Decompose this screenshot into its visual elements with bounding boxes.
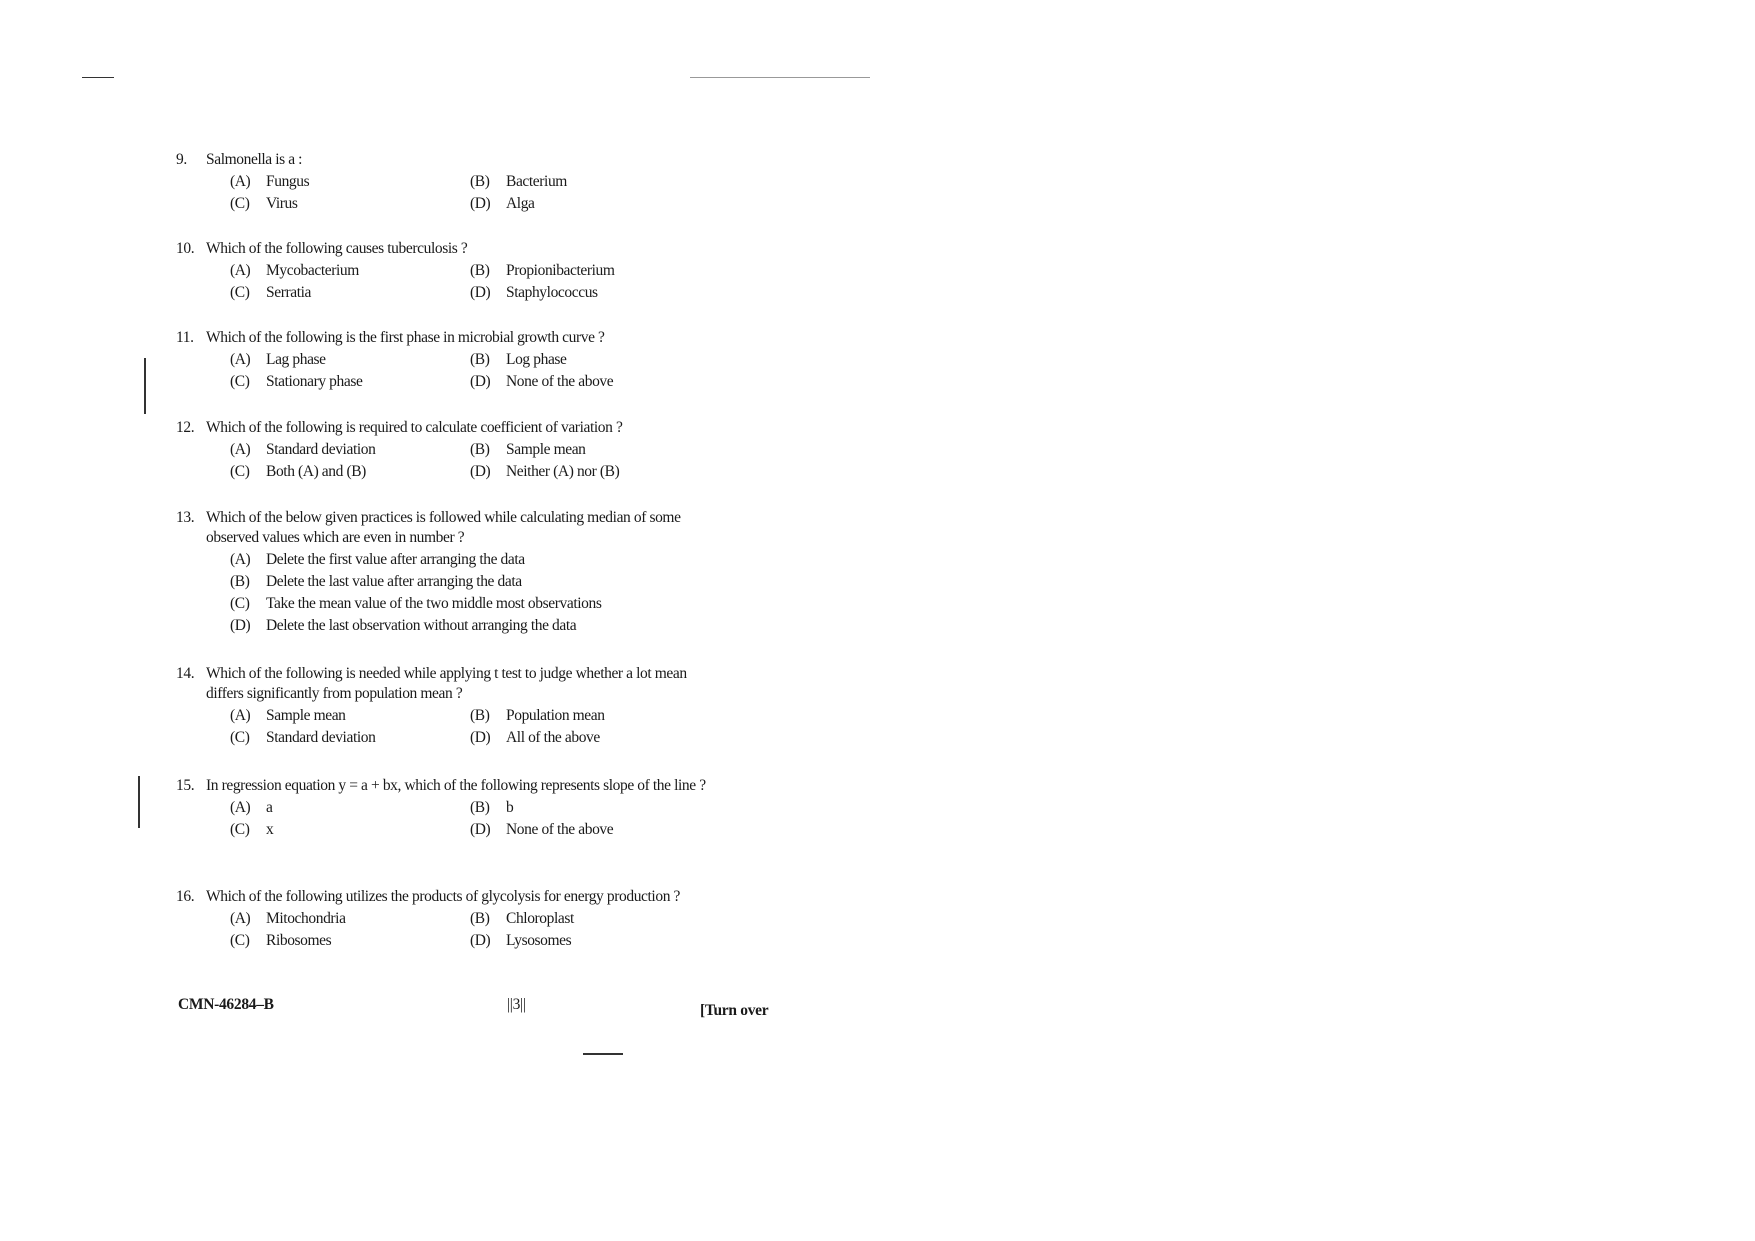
scan-artifact-line bbox=[583, 1053, 623, 1055]
question-number: 11. bbox=[176, 329, 194, 346]
option-c: (C) Take the mean value of the two middle most observations bbox=[230, 595, 602, 612]
question-text: Which of the below given practices is followed while calculating median of some observed values which are even in number ? bbox=[206, 509, 681, 546]
option-a: (A) a bbox=[230, 799, 273, 816]
question-10 bbox=[176, 239, 716, 303]
option-d: (D) Staphylococcus bbox=[470, 284, 598, 301]
question-number: 14. bbox=[176, 665, 195, 682]
option-a: (A) Mitochondria bbox=[230, 910, 346, 927]
paper-code: CMN-46284–B bbox=[178, 996, 274, 1013]
option-a: (A) Delete the first value after arranging the data bbox=[230, 551, 525, 568]
question-16 bbox=[176, 887, 716, 951]
option-b: (B) Delete the last value after arranging the data bbox=[230, 573, 522, 590]
option-c: (C) x bbox=[230, 821, 274, 838]
option-d: (D) None of the above bbox=[470, 373, 614, 390]
option-b: (B) Log phase bbox=[470, 351, 567, 368]
scan-artifact-line bbox=[144, 358, 146, 414]
question-9 bbox=[176, 150, 716, 214]
option-c: (C) Both (A) and (B) bbox=[230, 463, 366, 480]
question-15 bbox=[176, 776, 716, 840]
option-a: (A) Mycobacterium bbox=[230, 262, 359, 279]
option-b: (B) Chloroplast bbox=[470, 910, 574, 927]
option-c: (C) Ribosomes bbox=[230, 932, 332, 949]
option-d: (D) None of the above bbox=[470, 821, 614, 838]
scan-artifact-line bbox=[690, 77, 870, 78]
option-a: (A) Standard deviation bbox=[230, 441, 376, 458]
option-a: (A) Lag phase bbox=[230, 351, 326, 368]
question-text: In regression equation y = a + bx, which of the following represents slope of the line ? bbox=[206, 777, 706, 794]
question-text: Which of the following utilizes the products of glycolysis for energy production ? bbox=[206, 888, 680, 905]
question-11 bbox=[176, 328, 716, 392]
option-c: (C) Virus bbox=[230, 195, 298, 212]
question-text: Which of the following is the first phase in microbial growth curve ? bbox=[206, 329, 605, 346]
page-number: ||3|| bbox=[507, 996, 526, 1013]
question-number: 9. bbox=[176, 151, 187, 168]
question-text: Which of the following is required to calculate coefficient of variation ? bbox=[206, 419, 623, 436]
question-number: 10. bbox=[176, 240, 195, 257]
option-b: (B) Propionibacterium bbox=[470, 262, 615, 279]
option-b: (B) Bacterium bbox=[470, 173, 567, 190]
option-d: (D) Neither (A) nor (B) bbox=[470, 463, 620, 480]
option-c: (C) Serratia bbox=[230, 284, 311, 301]
question-text: Salmonella is a : bbox=[206, 151, 303, 168]
scan-artifact-line bbox=[138, 776, 140, 828]
question-text: Which of the following is needed while applying t test to judge whether a lot mean differs significantly from population mean ? bbox=[206, 665, 687, 702]
question-13 bbox=[176, 508, 716, 636]
question-14 bbox=[176, 664, 716, 748]
option-c: (C) Standard deviation bbox=[230, 729, 376, 746]
question-number: 12. bbox=[176, 419, 195, 436]
question-12 bbox=[176, 418, 716, 482]
option-d: (D) Alga bbox=[470, 195, 535, 212]
scan-artifact-line bbox=[82, 77, 114, 78]
option-b: (B) Sample mean bbox=[470, 441, 586, 458]
question-number: 15. bbox=[176, 777, 195, 794]
option-a: (A) Fungus bbox=[230, 173, 310, 190]
question-text: Which of the following causes tuberculosis ? bbox=[206, 240, 468, 257]
option-b: (B) b bbox=[470, 799, 514, 816]
option-c: (C) Stationary phase bbox=[230, 373, 363, 390]
option-a: (A) Sample mean bbox=[230, 707, 346, 724]
question-number: 13. bbox=[176, 509, 195, 526]
option-b: (B) Population mean bbox=[470, 707, 605, 724]
option-d: (D) Lysosomes bbox=[470, 932, 572, 949]
option-d: (D) Delete the last observation without arranging the data bbox=[230, 617, 577, 634]
question-number: 16. bbox=[176, 888, 195, 905]
turn-over-label: [Turn over bbox=[700, 1002, 769, 1019]
option-d: (D) All of the above bbox=[470, 729, 600, 746]
